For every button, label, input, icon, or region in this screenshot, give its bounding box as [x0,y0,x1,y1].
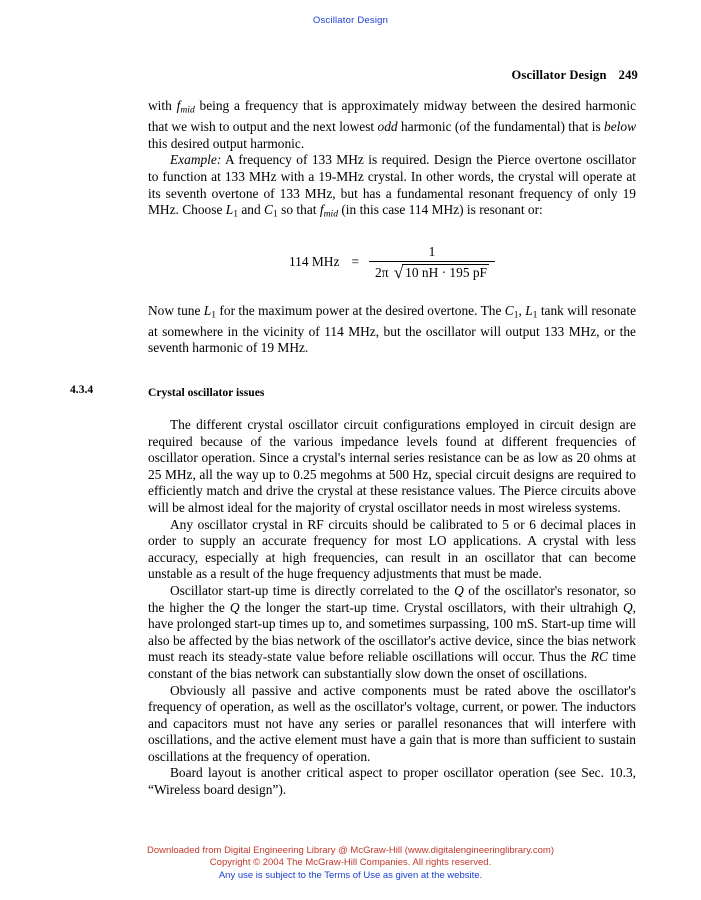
fmid-symbol-2: f [319,202,324,218]
paragraph-fmid [148,98,636,152]
para2-text-c: (in this case 114 MHz) is resonant or: [338,202,543,218]
para3-text-c: tank will resonate at somewhere in the vicinity of 114 MHz, but the oscillator will output 133 MHz, or the seventh harmonic of 19 MHz. [148,302,637,356]
l1-subscript-2: 1 [211,309,217,321]
para1-text-a: with [148,98,177,113]
para3-comma: , [518,302,526,318]
equation-two-pi: 2π [375,264,389,280]
c1-symbol: C [264,202,273,218]
example-label: Example: [170,152,222,168]
para1-text-d: this desired output harmonic. [148,135,305,151]
equation-fraction [369,244,495,281]
startup-text-a: Oscillator start-up time is directly correlated to the [170,582,455,598]
running-head-title: Oscillator Design [511,68,607,82]
footer-copyright-line: Copyright © 2004 The McGraw-Hill Companies. All rights reserved. [209,857,492,868]
q-symbol-2: Q [229,599,240,615]
page-content [70,98,637,799]
section-heading [70,383,636,401]
footer-terms-line[interactable]: Any use is subject to the Terms of Use as given at the website. [218,869,483,881]
equation-radicand: 10 nH · 195 pF [402,264,489,281]
fmid-subscript-2: mid [323,208,338,220]
l1-symbol-2: L [203,302,212,318]
para2-text-and: and [238,202,265,218]
top-header-link[interactable]: Oscillator Design [312,15,389,26]
startup-text-b: of the oscillator's resonator, so the higher the [148,582,637,615]
section-paragraph-3: Obviously all passive and active components must be rated above the oscillator's frequency of operation, as well as the oscillator's voltage, current, or power. The inductors and capacitors must not have any series or parallel resonances that will interfere with oscillations, and the active element must have a gain that is more than sufficient to sustain oscillations at the frequency of operation. [148,682,636,764]
page-number: 249 [618,68,638,82]
page-footer [0,845,701,883]
fmid-symbol: f [176,98,181,113]
c1-subscript-2: 1 [513,309,519,321]
para1-text-b: being a frequency that is approximately midway between the desired harmonic that we wish to output and the next lowest [148,98,637,135]
l1-subscript: 1 [233,208,239,220]
c1-subscript: 1 [272,208,278,220]
radical-icon: √ [393,262,404,282]
para1-emph-odd: odd [377,119,398,135]
resonance-equation [148,244,636,281]
equation-square-root [392,264,489,281]
running-head [511,68,638,83]
q-symbol-1: Q [454,582,464,598]
fmid-subscript: mid [180,104,195,116]
q-symbol-3: Q [622,599,633,615]
section-paragraph-4: Board layout is another critical aspect to proper oscillator operation (see Sec. 10.3, “Wireless board design”). [148,765,636,798]
equation-numerator: 1 [428,243,436,259]
section-paragraph-1: The different crystal oscillator circuit configurations employed in circuit design are required because of the various impedance levels found at different frequencies of oscillator operation. Since a crystal's internal series resistance can be as low as 20 ohms at 25 MHz, all the way up to 0.25 megohms at 500 Hz, special circuit designs are required to efficiently match and drive the crystal at these resistance values. The Pierce circuits above will be almost ideal for the majority of crystal oscillator needs in most wireless systems. [148,417,636,515]
rc-symbol: RC [590,649,608,665]
section-paragraph-2: Any oscillator crystal in RF circuits should be calibrated to 5 or 6 decimal places in order to supply an accurate frequency for most LO applications. A crystal with less accuracy, especially at high frequencies, can result in an oscillator that can become unstable as a result of the huge frequency adjustments that must be made. [148,516,636,582]
paragraph-example [148,152,636,223]
startup-text-e: time constant of the bias network can substantially slow down the onset of oscillations. [148,649,636,681]
para2-text-a: A frequency of 133 MHz is required. Design the Pierce overtone oscillator to function at 133 MHz with a 19-MHz crystal. In other words, the crystal will operate at its seventh overtone of 133 MHz, but has a fundamental resonant frequency of only 19 MHz. Choose [148,152,636,218]
l1-symbol-3: L [525,302,533,318]
para1-emph-below: below [604,119,637,135]
equation-lhs: 114 MHz [288,254,340,270]
section-paragraph-startup [148,583,636,683]
para3-text-b: for the maximum power at the desired overtone. The [216,302,505,318]
para1-text-c: harmonic (of the fundamental) that is [397,119,605,135]
l1-subscript-3: 1 [532,309,538,321]
startup-text-c: the longer the start-up time. Crystal oscillators, with their ultrahigh [239,599,623,615]
startup-text-d: , have prolonged start-up times up to, and sometimes surpassing, 100 mS. Start-up time will also be affected by the bias network of the oscillator's active device, since the bias network must reach its steady-state value before reliable oscillations will occur. Thus the [148,599,636,665]
section-number: 4.3.4 [70,383,94,396]
paragraph-tune [148,303,636,357]
c1-symbol-2: C [504,302,514,318]
l1-symbol: L [225,202,234,218]
para2-text-b: so that [277,202,320,218]
equation-denominator [369,262,495,281]
footer-download-line[interactable]: Downloaded from Digital Engineering Library @ McGraw-Hill (www.digitalengineeringlibrary.com) [146,844,555,856]
equation-equals-sign: = [351,254,359,270]
para3-text-a: Now tune [148,302,204,318]
section-title: Crystal oscillator issues [148,386,265,399]
